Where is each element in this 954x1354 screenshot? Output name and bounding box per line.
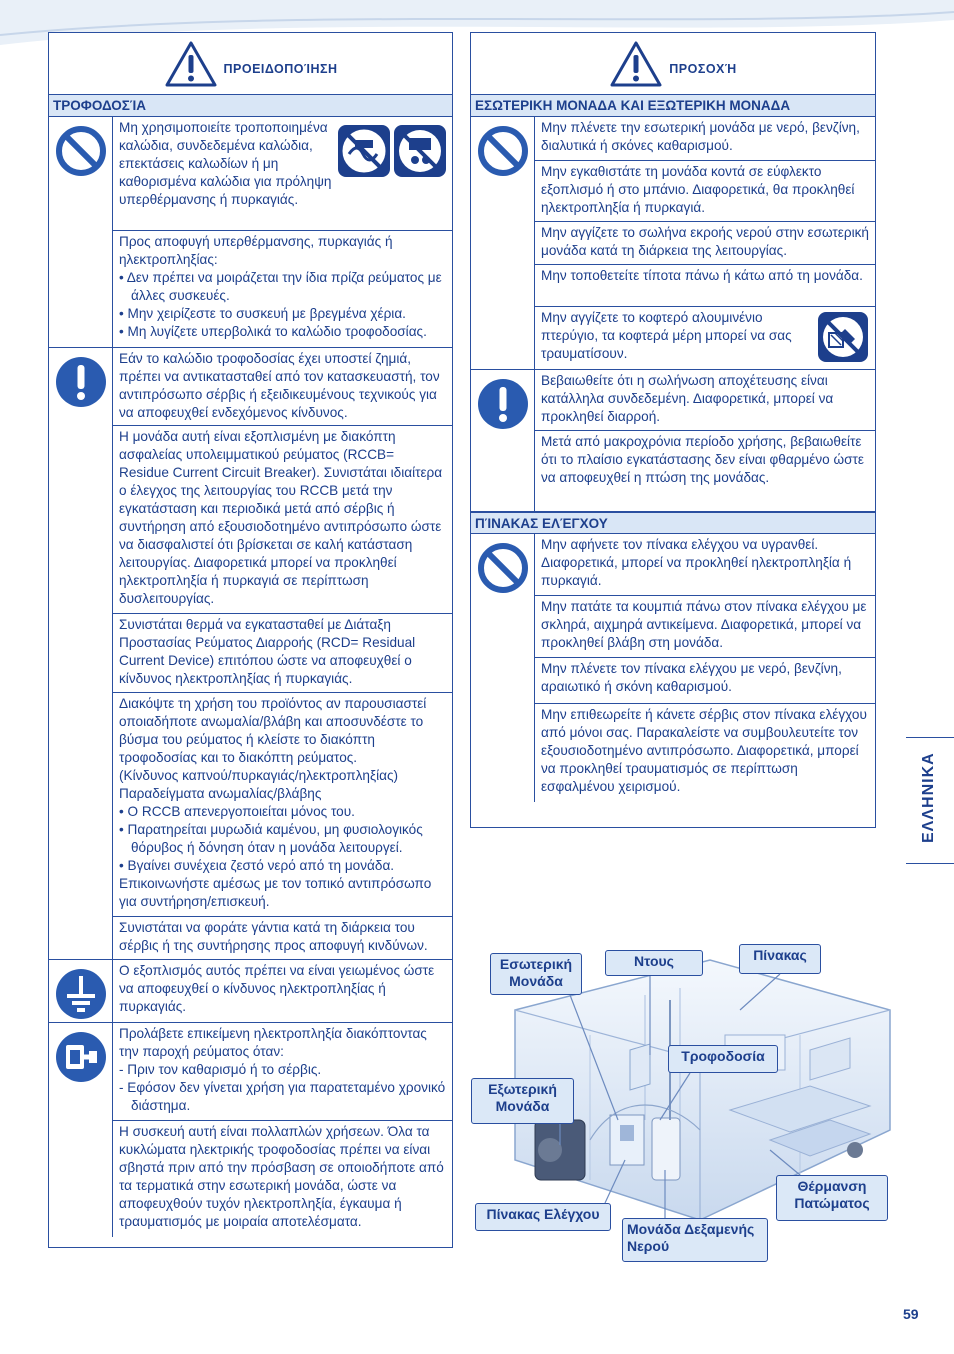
group-mandatory-power	[49, 348, 452, 960]
list-item: Μη χρησιμοποιείτε τροποποιημένα καλώδια, συνδεδεμένα καλώδια, επεκτάσεις καλωδίων ή μη καθορισμένα καλώδια για πρόληψη υπερθέρμανσης ή πυρκαγιάς.	[113, 117, 452, 231]
unplug-icon	[55, 1031, 107, 1083]
no-touch-fin-icon	[817, 311, 869, 363]
group-panel-prohibitions	[471, 534, 875, 802]
list-item: Μην αγγίζετε το σωλήνα εκροής νερού στην εσωτερική μονάδα κατά τη διάρκεια της λειτουργίας.	[535, 222, 875, 265]
list-item: Μην πλένετε την εσωτερική μονάδα με νερό, βενζίνη, διαλυτικά ή σκόνες καθαρισμού.	[535, 117, 875, 161]
section-power-supply: ΤΡΟΦΟΔΟΣΊΑ	[49, 95, 452, 117]
list-item: Μην πλένετε τον πίνακα ελέγχου με νερό, βενζίνη, αραιωτικό ή σκόνη καθαρισμού.	[535, 658, 875, 704]
group-unplug	[49, 1023, 452, 1237]
caution-title: ΠΡΟΣΟΧΉ	[669, 61, 737, 76]
warning-header	[49, 33, 452, 95]
list-item: Προλάβετε επικείμενη ηλεκτροπληξία διακόπτοντας την παροχή ρεύματος όταν: - Πριν τον καθαρισμό ή το σέρβις. - Εφόσον δεν γίνεται χρήση για παρατεταμένο χρονικό διάστημα.	[113, 1023, 452, 1121]
caution-triangle-icon	[609, 40, 663, 88]
label-shower: Ντους	[605, 950, 703, 976]
caution-panel	[470, 32, 876, 828]
page-number: 59	[903, 1306, 919, 1322]
group-prohibit-cables	[49, 117, 452, 348]
group-unit-prohibitions	[471, 117, 875, 370]
list-item: Η μονάδα αυτή είναι εξοπλισμένη με διακόπτη ασφαλείας υπολειμματικού ρεύματος (RCCB= Residue Current Circuit Breaker). Συνιστάται ιδιαίτερα ο έλεγχος της λειτουργίας του RCCB μετά την εγκατάσταση και περιοδικά μετά από σέρβις ή συντήρηση από εξουσιοδοτημένο αντιπρόσωπο ώστε να διασφαλιστεί ότι βρίσκεται σε καλή κατάσταση λειτουργίας. Διαφορετικά μπορεί να προκληθεί ηλεκτροπληξία ή πυρκαγιά σε περίπτωση δυσλειτουργίας.	[113, 426, 452, 614]
group-unit-mandatory	[471, 370, 875, 512]
label-tank-unit: Μονάδα Δεξαμενής Νερού	[622, 1218, 768, 1262]
warning-panel	[48, 32, 453, 1248]
label-panel: Πίνακας	[739, 944, 821, 974]
list-item: Μην πατάτε τα κουμπιά πάνω στον πίνακα ελέγχου με σκληρά, αιχμηρά αντικείμενα. Διαφορετικά, μπορεί να προκληθεί βλάβη στη μονάδα.	[535, 596, 875, 658]
language-tab-label: ΕΛΛΗΝΙΚΑ	[920, 752, 937, 843]
list-item: Μην επιθεωρείτε ή κάνετε σέρβις στον πίνακα ελέγχου από μόνοι σας. Παρακαλείστε να συμβουλευτείτε τον εξουσιοδοτημένο αντιπρόσωπο. Διαφορετικά, μπορεί να προκληθεί τραυματισμός σε περίπτωση εσφαλμένου χειρισμού.	[541, 707, 867, 794]
list-item: Ο εξοπλισμός αυτός πρέπει να είναι γειωμένος ώστε να αποφευχθεί ο κίνδυνος ηλεκτροπληξίας ή πυρκαγιάς.	[119, 963, 435, 1014]
caution-header	[471, 33, 875, 95]
list-item: Συνιστάται θερμά να εγκατασταθεί με Διάταξη Προστασίας Ρεύματος Διαρροής (RCD= Residual Current Device) επιτόπου ώστε να αποφευχθεί ο κίνδυνος ηλεκτροπληξίας ή πυρκαγιάς.	[113, 614, 452, 693]
list-item: Μην τοποθετείτε τίποτα πάνω ή κάτω από τη μονάδα.	[535, 265, 875, 307]
section-indoor-outdoor: ΕΣΩΤΕΡΙΚΗ ΜΟΝΑΔΑ ΚΑΙ ΕΞΩΤΕΡΙΚΗ ΜΟΝΑΔΑ	[471, 95, 875, 117]
label-outdoor-unit: Εξωτερική Μονάδα	[471, 1078, 574, 1124]
warning-title: ΠΡΟΕΙΔΟΠΟΊΗΣΗ	[223, 61, 338, 76]
list-item: Διακόψτε τη χρήση του προϊόντος αν παρουσιαστεί οποιαδήποτε ανωμαλία/βλάβη και αποσυνδέστε το βύσμα του ρεύματος ή κλείστε το διακόπτη τροφοδοσίας και το διακόπτη ρεύματος. (Κίνδυνος καπνού/πυρκαγιάς/ηλεκτροπληξίας) Παραδείγματα ανωμαλίας/βλάβης • Ο RCCB απενεργοποιείται μόνος του. • Παρατηρείται μυρωδιά καμένου, μη φυσιολογικός θόρυβος ή δόνηση όταν η μονάδα λειτουργεί. • Βγαίνει συνέχεια ζεστό νερό από τη μονάδα. Επικοινωνήστε αμέσως με τον τοπικό αντιπρόσωπο για συντήρηση/επισκευή.	[113, 693, 452, 917]
list-item: Μην αγγίζετε το κοφτερό αλουμινένιο πτερύγιο, τα κοφτερά μέρη μπορεί να σας τραυματίσουν.	[535, 307, 875, 369]
list-item: Μην εγκαθιστάτε τη μονάδα κοντά σε εύφλεκτο εξοπλισμό ή στο μπάνιο. Διαφορετικά, θα προκληθεί ηλεκτροπληξία ή πυρκαγιά.	[535, 161, 875, 222]
no-extension-cable-icon	[336, 124, 448, 180]
section-control-panel: ΠΊΝΑΚΑΣ ΕΛΈΓΧΟΥ	[471, 512, 875, 534]
label-indoor-unit: Εσωτερική Μονάδα	[490, 953, 582, 995]
label-control-panel: Πίνακας Ελέγχου	[475, 1203, 611, 1231]
list-item: Εάν το καλώδιο τροφοδοσίας έχει υποστεί ζημιά, πρέπει να αντικατασταθεί από τον κατασκευαστή, τον αντιπρόσωπο σέρβις ή εξειδικευμένους τεχνικούς για να αποφευχθεί ενδεχόμενος κίνδυνος.	[113, 348, 452, 426]
prohibition-icon	[477, 542, 529, 594]
group-earthing	[49, 960, 452, 1023]
list-item: Συνιστάται να φοράτε γάντια κατά τη διάρκεια του σέρβις ή της συντήρησης προς αποφυγή κινδύνων.	[119, 920, 428, 953]
prohibition-icon	[477, 125, 529, 177]
list-item: Προς αποφυγή υπερθέρμανσης, πυρκαγιάς ή ηλεκτροπληξίας: • Δεν πρέπει να μοιράζεται την ίδια πρίζα ρεύματος με άλλες συσκευές. • Μην χειρίζεστε το συσκευή με βρεγμένα χέρια. • Μη λυγίζετε υπερβολικά το καλώδιο τροφοδοσίας.	[119, 234, 442, 339]
language-tab	[906, 737, 954, 864]
label-power-supply: Τροφοδοσία	[668, 1045, 778, 1073]
earth-ground-icon	[55, 968, 107, 1020]
list-item: Μην αφήνετε τον πίνακα ελέγχου να υγρανθεί. Διαφορετικά, μπορεί να προκληθεί ηλεκτροπληξία ή πυρκαγιά.	[535, 534, 875, 596]
label-floor-heating: Θέρμανση Πατώματος	[776, 1175, 888, 1221]
warning-triangle-icon	[164, 40, 218, 88]
list-item: Μετά από μακροχρόνια περίοδο χρήσης, βεβαιωθείτε ότι το πλαίσιο εγκατάστασης δεν είναι φθαρμένο ώστε να αποφευχθεί η πτώση της μονάδας.	[541, 434, 864, 485]
exclamation-icon	[55, 356, 107, 408]
list-item: Βεβαιωθείτε ότι η σωλήνωση αποχέτευσης είναι κατάλληλα συνδεδεμένη. Διαφορετικά, μπορεί να προκληθεί διαρροή.	[535, 370, 875, 431]
list-item: Η συσκευή αυτή είναι πολλαπλών χρήσεων. Όλα τα κυκλώματα ηλεκτρικής τροφοδοσίας πρέπει να είναι σβηστά πριν από την πρόσβαση σε οποιοδήποτε από τα τερματικά στην εσωτερική μονάδα, ώστε να αποφευχθούν τυχόν ηλεκτροπληξία, έγκαυμα ή τραυματισμός με μοιραία αποτελέσματα.	[119, 1124, 444, 1229]
prohibition-icon	[55, 125, 107, 177]
exclamation-icon	[477, 378, 529, 430]
